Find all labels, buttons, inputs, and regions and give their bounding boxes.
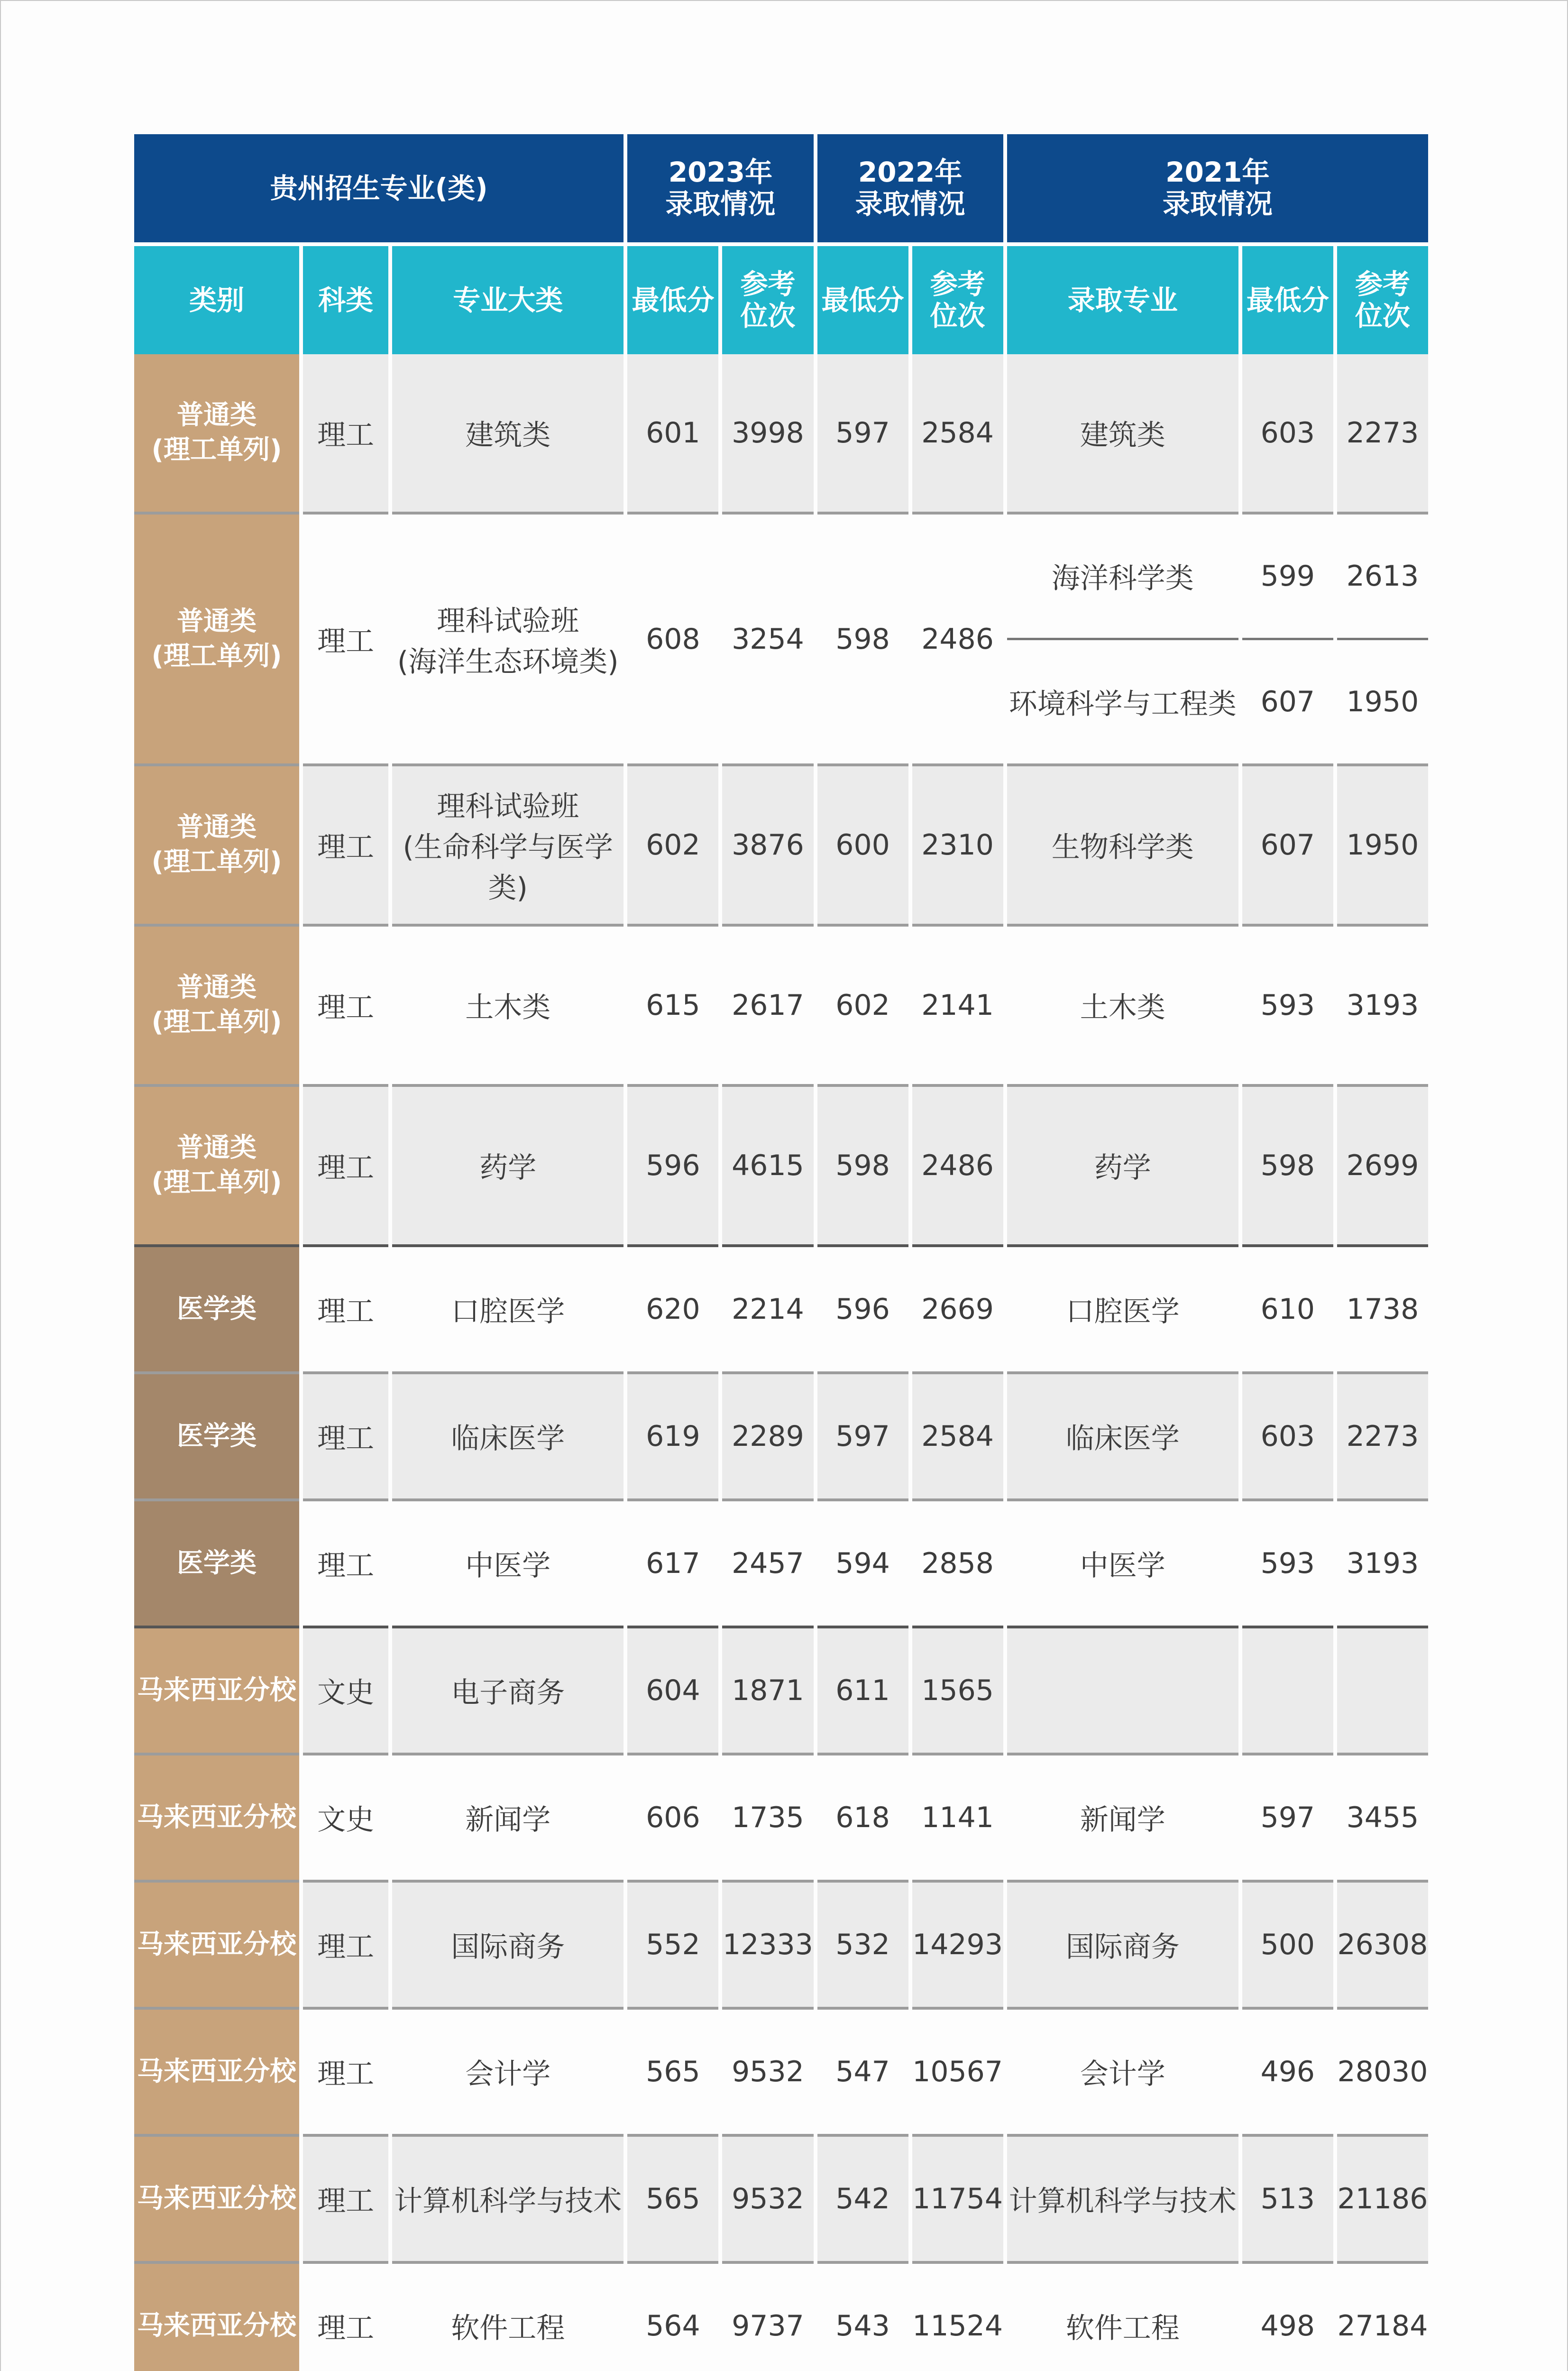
split-value: 2613 bbox=[1337, 515, 1428, 640]
min-score-2021: 610 bbox=[1242, 1247, 1333, 1374]
rank-2023: 3998 bbox=[722, 354, 813, 515]
year-2022-header bbox=[817, 134, 1003, 246]
major-cell: 国际商务 bbox=[392, 1883, 624, 2010]
table-row bbox=[134, 1247, 1428, 1374]
rank-2022: 2669 bbox=[912, 1247, 1003, 1374]
min-score-2022: 543 bbox=[817, 2264, 908, 2371]
min-score-2021 bbox=[1242, 1628, 1333, 1755]
rank-2021: 2699 bbox=[1337, 1087, 1428, 1247]
col-rank-2022: 参考 位次 bbox=[912, 246, 1003, 354]
subject-cell: 理工 bbox=[303, 1501, 388, 1628]
rank-2021: 3193 bbox=[1337, 927, 1428, 1087]
category-cell: 马来西亚分校 bbox=[134, 2010, 299, 2137]
table-row bbox=[134, 1087, 1428, 1247]
category-cell: 普通类 (理工单列) bbox=[134, 927, 299, 1087]
major-2021-cell: 国际商务 bbox=[1007, 1883, 1238, 2010]
major-2021-cell: 计算机科学与技术 bbox=[1007, 2137, 1238, 2264]
table-row bbox=[134, 1628, 1428, 1755]
min-score-2023: 596 bbox=[627, 1087, 718, 1247]
subject-cell: 理工 bbox=[303, 2264, 388, 2371]
subject-cell: 理工 bbox=[303, 2137, 388, 2264]
admission-table bbox=[130, 134, 1432, 2371]
split-value: 607 bbox=[1260, 685, 1315, 718]
subject-cell: 理工 bbox=[303, 1374, 388, 1501]
rank-2022: 11754 bbox=[912, 2137, 1003, 2264]
category-cell: 普通类 (理工单列) bbox=[134, 1087, 299, 1247]
rank-2023: 9532 bbox=[722, 2137, 813, 2264]
col-min-2022: 最低分 bbox=[817, 246, 908, 354]
rank-2021 bbox=[1337, 1628, 1428, 1755]
min-score-2021: 593 bbox=[1242, 1501, 1333, 1628]
rank-2022: 2584 bbox=[912, 1374, 1003, 1501]
table-row bbox=[134, 927, 1428, 1087]
category-cell: 普通类 (理工单列) bbox=[134, 354, 299, 515]
major-cell: 药学 bbox=[392, 1087, 624, 1247]
subject-cell: 理工 bbox=[303, 354, 388, 515]
min-score-2023: 552 bbox=[627, 1883, 718, 2010]
split-value: 环境科学与工程类 bbox=[1009, 688, 1237, 721]
min-score-2021: 607 bbox=[1242, 766, 1333, 927]
col-rank-2023: 参考 位次 bbox=[722, 246, 813, 354]
rank-2023: 2617 bbox=[722, 927, 813, 1087]
min-score-2023: 615 bbox=[627, 927, 718, 1087]
table-row bbox=[134, 2010, 1428, 2137]
min-score-2022: 618 bbox=[817, 1755, 908, 1883]
rank-2022: 2486 bbox=[912, 1087, 1003, 1247]
rank-2023: 4615 bbox=[722, 1087, 813, 1247]
subject-cell: 理工 bbox=[303, 2010, 388, 2137]
split-value: 1950 bbox=[1346, 685, 1419, 718]
major-cell: 临床医学 bbox=[392, 1374, 624, 1501]
rank-2023: 3254 bbox=[722, 515, 813, 766]
min-score-2022: 600 bbox=[817, 766, 908, 927]
category-cell: 马来西亚分校 bbox=[134, 1755, 299, 1883]
category-cell: 普通类 (理工单列) bbox=[134, 515, 299, 766]
col-major-2021: 录取专业 bbox=[1007, 246, 1238, 354]
rank-2022: 2584 bbox=[912, 354, 1003, 515]
major-2021-cell: 临床医学 bbox=[1007, 1374, 1238, 1501]
min-score-2022: 597 bbox=[817, 354, 908, 515]
category-cell: 医学类 bbox=[134, 1501, 299, 1628]
min-score-2022: 597 bbox=[817, 1374, 908, 1501]
major-cell: 电子商务 bbox=[392, 1628, 624, 1755]
table-row bbox=[134, 2264, 1428, 2371]
min-score-2023: 608 bbox=[627, 515, 718, 766]
major-2021-cell bbox=[1007, 515, 1238, 766]
category-cell: 马来西亚分校 bbox=[134, 2137, 299, 2264]
table-row bbox=[134, 1883, 1428, 2010]
year-2023-label: 2023年 录取情况 bbox=[665, 156, 776, 220]
table-row bbox=[134, 1755, 1428, 1883]
rank-2021: 3193 bbox=[1337, 1501, 1428, 1628]
category-cell: 医学类 bbox=[134, 1247, 299, 1374]
major-cell: 土木类 bbox=[392, 927, 624, 1087]
rank-2022: 11524 bbox=[912, 2264, 1003, 2371]
major-cell: 中医学 bbox=[392, 1501, 624, 1628]
min-score-2021: 593 bbox=[1242, 927, 1333, 1087]
min-score-2023: 565 bbox=[627, 2010, 718, 2137]
category-cell: 普通类 (理工单列) bbox=[134, 766, 299, 927]
col-min-2021: 最低分 bbox=[1242, 246, 1333, 354]
rank-2022: 2141 bbox=[912, 927, 1003, 1087]
min-score-2023: 564 bbox=[627, 2264, 718, 2371]
table-row bbox=[134, 2137, 1428, 2264]
table-row bbox=[134, 1374, 1428, 1501]
major-cell: 理科试验班 (海洋生态环境类) bbox=[392, 515, 624, 766]
col-major: 专业大类 bbox=[392, 246, 624, 354]
rank-2021 bbox=[1337, 515, 1428, 766]
major-cell: 会计学 bbox=[392, 2010, 624, 2137]
min-score-2021: 513 bbox=[1242, 2137, 1333, 2264]
min-score-2021 bbox=[1242, 515, 1333, 766]
table-body bbox=[134, 354, 1428, 2371]
table-row bbox=[134, 354, 1428, 515]
rank-2023: 2457 bbox=[722, 1501, 813, 1628]
min-score-2023: 617 bbox=[627, 1501, 718, 1628]
year-2021-header bbox=[1007, 134, 1428, 246]
year-2023-header bbox=[627, 134, 813, 246]
major-cell: 计算机科学与技术 bbox=[392, 2137, 624, 2264]
min-score-2021: 603 bbox=[1242, 354, 1333, 515]
major-2021-cell: 土木类 bbox=[1007, 927, 1238, 1087]
min-score-2021: 597 bbox=[1242, 1755, 1333, 1883]
major-cell: 理科试验班 (生命科学与医学类) bbox=[392, 766, 624, 927]
col-subject: 科类 bbox=[303, 246, 388, 354]
subject-cell: 文史 bbox=[303, 1755, 388, 1883]
col-min-2023: 最低分 bbox=[627, 246, 718, 354]
rank-2021: 26308 bbox=[1337, 1883, 1428, 2010]
min-score-2023: 601 bbox=[627, 354, 718, 515]
major-cell: 口腔医学 bbox=[392, 1247, 624, 1374]
group-title-header: 贵州招生专业(类) bbox=[134, 134, 624, 246]
major-2021-cell: 软件工程 bbox=[1007, 2264, 1238, 2371]
min-score-2021: 498 bbox=[1242, 2264, 1333, 2371]
subject-cell: 理工 bbox=[303, 1247, 388, 1374]
min-score-2022: 598 bbox=[817, 1087, 908, 1247]
major-2021-cell: 建筑类 bbox=[1007, 354, 1238, 515]
major-2021-cell bbox=[1007, 1628, 1238, 1755]
rank-2021: 28030 bbox=[1337, 2010, 1428, 2137]
min-score-2023: 602 bbox=[627, 766, 718, 927]
min-score-2022: 542 bbox=[817, 2137, 908, 2264]
min-score-2022: 611 bbox=[817, 1628, 908, 1755]
rank-2023: 9532 bbox=[722, 2010, 813, 2137]
min-score-2022: 547 bbox=[817, 2010, 908, 2137]
rank-2021: 2273 bbox=[1337, 354, 1428, 515]
subject-cell: 理工 bbox=[303, 766, 388, 927]
min-score-2022: 598 bbox=[817, 515, 908, 766]
subject-cell: 理工 bbox=[303, 927, 388, 1087]
major-2021-cell: 新闻学 bbox=[1007, 1755, 1238, 1883]
rank-2021: 1950 bbox=[1337, 766, 1428, 927]
min-score-2023: 619 bbox=[627, 1374, 718, 1501]
min-score-2021: 496 bbox=[1242, 2010, 1333, 2137]
min-score-2023: 604 bbox=[627, 1628, 718, 1755]
min-score-2022: 532 bbox=[817, 1883, 908, 2010]
min-score-2023: 620 bbox=[627, 1247, 718, 1374]
table-row bbox=[134, 766, 1428, 927]
rank-2023: 12333 bbox=[722, 1883, 813, 2010]
min-score-2021: 500 bbox=[1242, 1883, 1333, 2010]
rank-2021: 1738 bbox=[1337, 1247, 1428, 1374]
min-score-2023: 565 bbox=[627, 2137, 718, 2264]
col-category: 类别 bbox=[134, 246, 299, 354]
min-score-2022: 594 bbox=[817, 1501, 908, 1628]
subject-cell: 理工 bbox=[303, 515, 388, 766]
rank-2021: 2273 bbox=[1337, 1374, 1428, 1501]
major-2021-cell: 中医学 bbox=[1007, 1501, 1238, 1628]
major-cell: 软件工程 bbox=[392, 2264, 624, 2371]
min-score-2023: 606 bbox=[627, 1755, 718, 1883]
major-cell: 建筑类 bbox=[392, 354, 624, 515]
table-row bbox=[134, 515, 1428, 766]
rank-2022: 2486 bbox=[912, 515, 1003, 766]
major-2021-cell: 口腔医学 bbox=[1007, 1247, 1238, 1374]
rank-2021: 3455 bbox=[1337, 1755, 1428, 1883]
rank-2022: 14293 bbox=[912, 1883, 1003, 2010]
split-value: 海洋科学类 bbox=[1007, 515, 1238, 640]
rank-2022: 1565 bbox=[912, 1628, 1003, 1755]
rank-2022: 2858 bbox=[912, 1501, 1003, 1628]
min-score-2021: 603 bbox=[1242, 1374, 1333, 1501]
category-cell: 马来西亚分校 bbox=[134, 1628, 299, 1755]
col-rank-2021: 参考 位次 bbox=[1337, 246, 1428, 354]
major-2021-cell: 会计学 bbox=[1007, 2010, 1238, 2137]
rank-2023: 2214 bbox=[722, 1247, 813, 1374]
rank-2023: 9737 bbox=[722, 2264, 813, 2371]
rank-2023: 2289 bbox=[722, 1374, 813, 1501]
rank-2022: 1141 bbox=[912, 1755, 1003, 1883]
rank-2021: 21186 bbox=[1337, 2137, 1428, 2264]
category-cell: 马来西亚分校 bbox=[134, 1883, 299, 2010]
subject-cell: 理工 bbox=[303, 1883, 388, 2010]
category-cell: 医学类 bbox=[134, 1374, 299, 1501]
rank-2022: 2310 bbox=[912, 766, 1003, 927]
table-row bbox=[134, 1501, 1428, 1628]
subject-cell: 文史 bbox=[303, 1628, 388, 1755]
major-cell: 新闻学 bbox=[392, 1755, 624, 1883]
min-score-2022: 602 bbox=[817, 927, 908, 1087]
category-cell: 马来西亚分校 bbox=[134, 2264, 299, 2371]
rank-2023: 3876 bbox=[722, 766, 813, 927]
rank-2023: 1735 bbox=[722, 1755, 813, 1883]
split-value: 599 bbox=[1242, 515, 1333, 640]
min-score-2021: 598 bbox=[1242, 1087, 1333, 1247]
rank-2021: 27184 bbox=[1337, 2264, 1428, 2371]
min-score-2022: 596 bbox=[817, 1247, 908, 1374]
rank-2023: 1871 bbox=[722, 1628, 813, 1755]
year-2021-label: 2021年 录取情况 bbox=[1162, 156, 1273, 220]
major-2021-cell: 药学 bbox=[1007, 1087, 1238, 1247]
year-2022-label: 2022年 录取情况 bbox=[855, 156, 965, 220]
major-2021-cell: 生物科学类 bbox=[1007, 766, 1238, 927]
subject-cell: 理工 bbox=[303, 1087, 388, 1247]
rank-2022: 10567 bbox=[912, 2010, 1003, 2137]
